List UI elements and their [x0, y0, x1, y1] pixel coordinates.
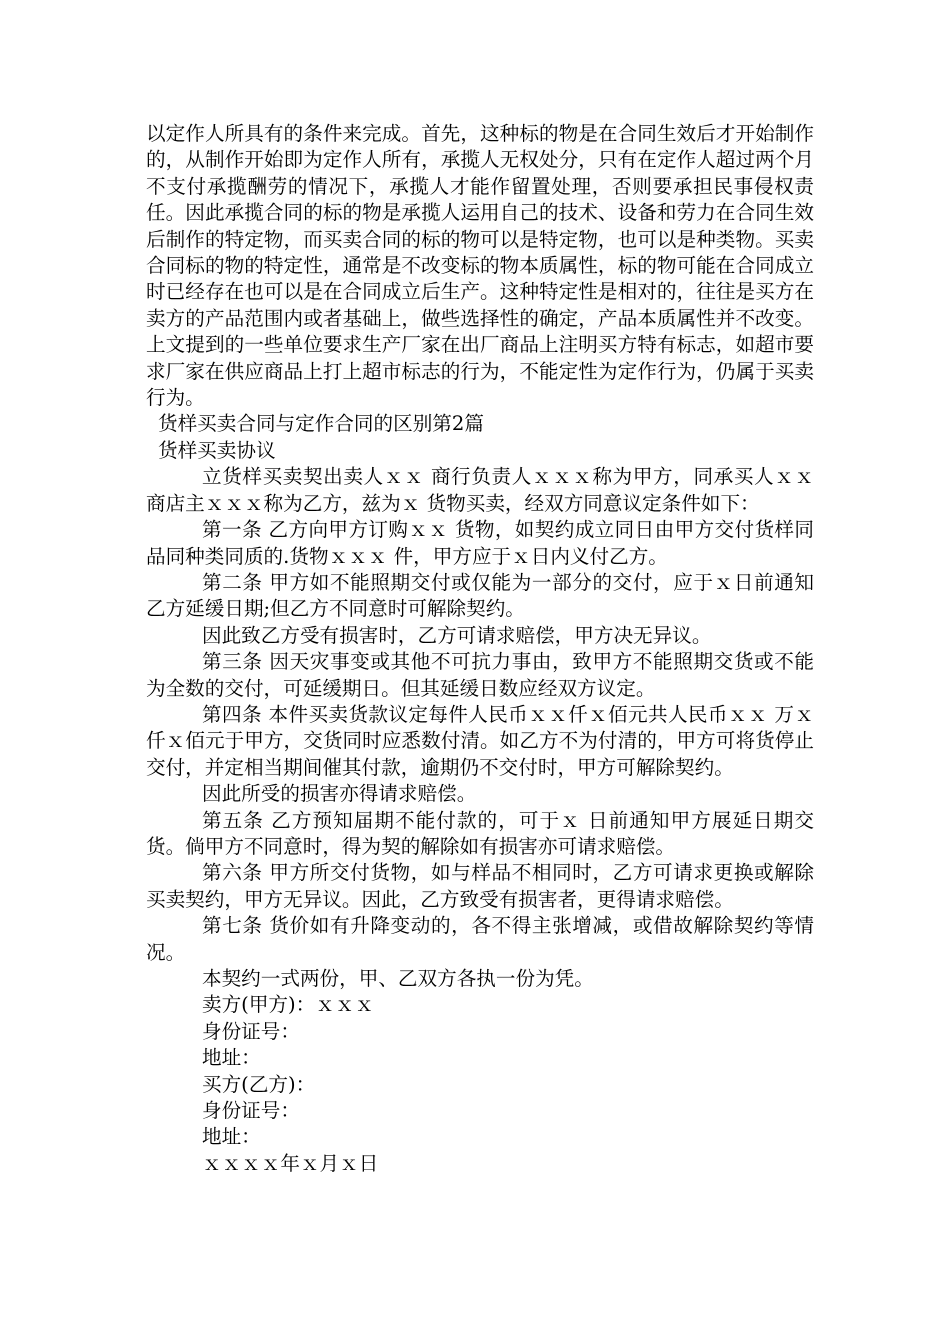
seller-address-line: 地址： [202, 1046, 261, 1070]
seller-line: 卖方(甲方)：ｘｘｘ [202, 993, 375, 1017]
section-heading: 货样买卖合同与定作合同的区别第2篇 [158, 412, 484, 436]
buyer-line: 买方(乙方)： [202, 1072, 316, 1096]
seller-id-line: 身份证号： [202, 1019, 300, 1043]
article-paragraph: 第五条 乙方预知届期不能付款的，可于ｘ 日前通知甲方展延日期交货。倘甲方不同意时，得为契的解除如有损害亦可请求赔偿。 [146, 808, 814, 858]
date-line: ｘｘｘｘ年ｘ月ｘ日 [202, 1151, 379, 1175]
document-body [146, 121, 814, 1177]
buyer-address-line: 地址： [202, 1125, 261, 1149]
buyer-id-line: 身份证号： [202, 1099, 300, 1123]
article-paragraph: 因此所受的损害亦得请求赔偿。 [202, 782, 477, 806]
preamble-paragraph: 立货样买卖契出卖人ｘｘ 商行负责人ｘｘｘ称为甲方，同承买人ｘｘ 商店主ｘｘｘ称为乙方，兹为ｘ 货物买卖，经双方同意议定条件如下： [146, 465, 814, 515]
article-paragraph: 第三条 因天灾事变或其他不可抗力事由，致甲方不能照期交货或不能为全数的交付，可延缓期日。但其延缓日数应经双方议定。 [146, 650, 814, 700]
article-paragraph: 第一条 乙方向甲方订购ｘｘ 货物，如契约成立同日由甲方交付货样同品同种类同质的.货物ｘｘｘ 件，甲方应于ｘ日内义付乙方。 [146, 518, 814, 568]
article-paragraph: 第七条 货价如有升降变动的，各不得主张增减，或借故解除契约等情况。 [146, 914, 814, 964]
closing-paragraph: 本契约一式两份，甲、乙双方各执一份为凭。 [202, 967, 594, 990]
intro-paragraph: 以定作人所具有的条件来完成。首先，这种标的物是在合同生效后才开始制作的，从制作开始即为定作人所有，承揽人无权处分，只有在定作人超过两个月不支付承揽酬劳的情况下，承揽人才能作留置处理，否则要承担民事侵权责任。因此承揽合同的标的物是承揽人运用自己的技术、设备和劳力在合同生效后制作的特定物，而买卖合同的标的物可以是特定物，也可以是种类物。买卖合同标的物的特定性，通常是不改变标的物本质属性，标的物可能在合同成立时已经存在也可以是在合同成立后生产。这种特定性是相对的，往往是买方在卖方的产品范围内或者基础上，做些选择性的确定，产品本质属性并不改变。上文提到的一些单位要求生产厂家在出厂商品上注明买方特有标志，如超市要求厂家在供应商品上打上超市标志的行为，不能定性为定作行为，仍属于买卖行为。 [146, 122, 814, 410]
agreement-title: 货样买卖协议 [158, 438, 276, 462]
article-paragraph: 因此致乙方受有损害时，乙方可请求赔偿，甲方决无异议。 [202, 623, 712, 647]
article-paragraph: 第四条 本件买卖货款议定每件人民币ｘｘ仟ｘ佰元共人民币ｘｘ 万ｘ仟ｘ佰元于甲方，交货同时应悉数付清。如乙方不为付清的，甲方可将货停止交付，并定相当期间催其付款，逾期仍不交付时，甲方可解除契约。 [146, 702, 814, 779]
article-paragraph: 第六条 甲方所交付货物，如与样品不相同时，乙方可请求更换或解除买卖契约，甲方无异议。因此，乙方致受有损害者，更得请求赔偿。 [146, 861, 814, 911]
article-paragraph: 第二条 甲方如不能照期交付或仅能为一部分的交付，应于ｘ日前通知乙方延缓日期;但乙方不同意时可解除契约。 [146, 570, 814, 621]
